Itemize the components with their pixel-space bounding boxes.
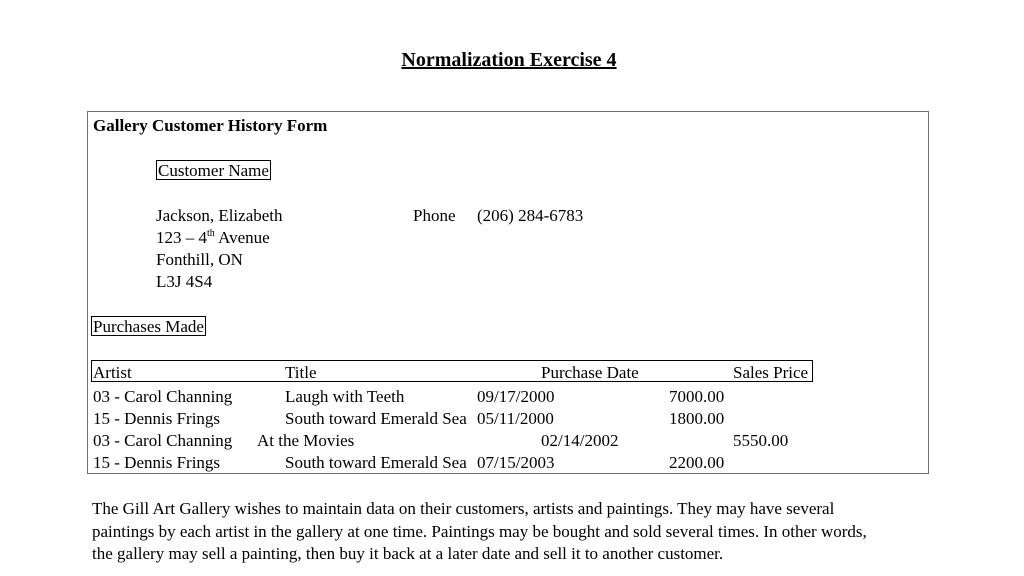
description-line: the gallery may sell a painting, then buy it back at a later date and sell it to another customer. <box>92 544 724 563</box>
cell-purchase-date: 02/14/2002 <box>541 431 619 450</box>
address-ordinal: th <box>207 228 215 239</box>
purchases-made-label: Purchases Made <box>93 317 204 336</box>
column-header-title: Title <box>285 363 317 382</box>
form-heading: Gallery Customer History Form <box>93 116 328 135</box>
customer-name-label: Customer Name <box>158 161 269 180</box>
page-title: Normalization Exercise 4 <box>401 49 617 71</box>
cell-sales-price: 5550.00 <box>733 431 789 450</box>
cell-artist: 03 - Carol Channing <box>93 387 233 406</box>
cell-artist: 03 - Carol Channing <box>93 431 233 450</box>
description-paragraph <box>92 498 972 566</box>
customer-name: Jackson, Elizabeth <box>156 206 283 225</box>
customer-postal-code: L3J 4S4 <box>156 272 213 291</box>
customer-address <box>156 229 270 246</box>
cell-title: Laugh with Teeth <box>285 387 405 406</box>
description-line: The Gill Art Gallery wishes to maintain data on their customers, artists and paintings. They may have several <box>92 499 835 518</box>
description-line: paintings by each artist in the gallery at one time. Paintings may be bought and sold several times. In other words, <box>92 521 867 541</box>
column-header-purchase-date: Purchase Date <box>541 363 639 382</box>
cell-title: At the Movies <box>257 431 355 450</box>
customer-city: Fonthill, ON <box>156 250 243 269</box>
address-street: Avenue <box>214 228 270 247</box>
purchases-table-header <box>91 360 813 382</box>
cell-title: South toward Emerald Sea <box>285 453 467 472</box>
cell-purchase-date: 07/15/2003 <box>477 453 555 472</box>
address-number: 123 – 4 <box>156 228 207 247</box>
cell-sales-price: 1800.00 <box>669 409 725 428</box>
phone-number: (206) 284-6783 <box>477 206 584 225</box>
cell-artist: 15 - Dennis Frings <box>93 453 221 472</box>
cell-purchase-date: 09/17/2000 <box>477 387 555 406</box>
cell-sales-price: 7000.00 <box>669 387 725 406</box>
phone-label: Phone <box>413 206 456 225</box>
column-header-sales-price: Sales Price <box>733 363 809 382</box>
column-header-artist: Artist <box>93 363 132 382</box>
cell-title: South toward Emerald Sea <box>285 409 467 428</box>
cell-sales-price: 2200.00 <box>669 453 725 472</box>
cell-purchase-date: 05/11/2000 <box>477 409 554 428</box>
cell-artist: 15 - Dennis Frings <box>93 409 221 428</box>
